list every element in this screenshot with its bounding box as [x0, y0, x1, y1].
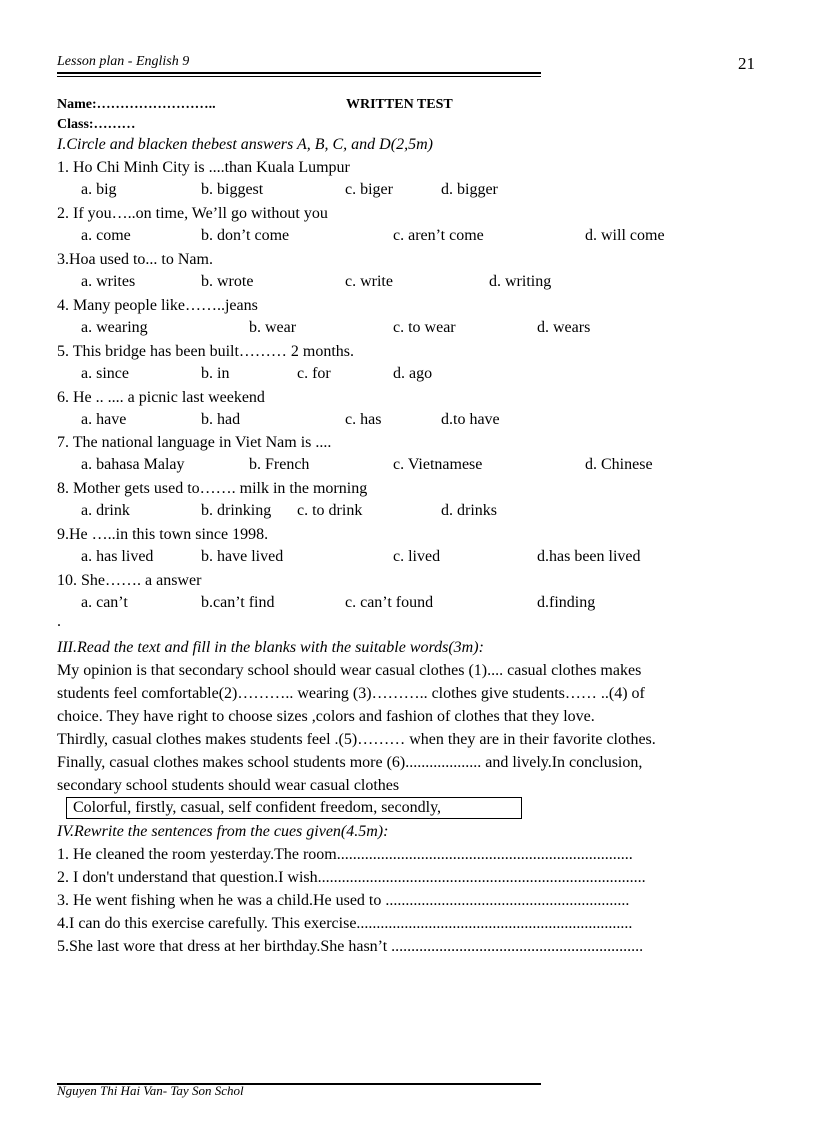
answer-option[interactable]: b. don’t come	[201, 227, 290, 244]
header-left: Lesson plan - English 9	[57, 54, 190, 69]
passage-line: My opinion is that secondary school should wear casual clothes (1).... casual clothes makes	[57, 662, 642, 679]
rewrite-item: 4.I can do this exercise carefully. This exercise.....................................................................	[57, 915, 633, 932]
answer-option[interactable]: b. wrote	[201, 273, 254, 290]
rewrite-item: 1. He cleaned the room yesterday.The room..........................................................................	[57, 846, 633, 863]
answer-option[interactable]: c. aren’t come	[393, 227, 484, 244]
section3-heading: III.Read the text and fill in the blanks with the suitable words(3m):	[57, 639, 484, 656]
answer-option[interactable]: a. drink	[81, 502, 130, 519]
answer-option[interactable]: a. has lived	[81, 548, 154, 565]
word-box: Colorful, firstly, casual, self confident freedom, secondly,	[66, 797, 522, 819]
answer-option[interactable]: c. write	[345, 273, 393, 290]
test-title: WRITTEN TEST	[346, 97, 453, 112]
question-text: 6. He .. .... a picnic last weekend	[57, 389, 265, 406]
answer-option[interactable]: d.finding	[537, 594, 596, 611]
answer-option[interactable]: b. drinking	[201, 502, 272, 519]
rewrite-item: 2. I don't understand that question.I wish..................................................................................	[57, 869, 646, 886]
answer-option[interactable]: b. wear	[249, 319, 297, 336]
question-text: 2. If you…..on time, We’ll go without you	[57, 205, 328, 222]
answer-option[interactable]: d. wears	[537, 319, 591, 336]
answer-option[interactable]: c. has	[345, 411, 382, 428]
answer-option[interactable]: d.to have	[441, 411, 500, 428]
passage-line: secondary school students should wear casual clothes	[57, 777, 400, 794]
question-text: 1. Ho Chi Minh City is ....than Kuala Lumpur	[57, 159, 350, 176]
answer-option[interactable]: a. big	[81, 181, 117, 198]
answer-option[interactable]: a. wearing	[81, 319, 148, 336]
answer-option[interactable]: c. to wear	[393, 319, 456, 336]
answer-option[interactable]: b. had	[201, 411, 241, 428]
answer-option[interactable]: a. can’t	[81, 594, 128, 611]
question-text: 9.He …..in this town since 1998.	[57, 526, 269, 543]
answer-option[interactable]: a. since	[81, 365, 129, 382]
rewrite-item: 3. He went fishing when he was a child.He used to .............................................................	[57, 892, 630, 909]
answer-option[interactable]: d. drinks	[441, 502, 497, 519]
answer-option[interactable]: c. lived	[393, 548, 441, 565]
answer-option[interactable]: c. can’t found	[345, 594, 434, 611]
class-line: Class:………	[57, 117, 136, 132]
passage-line: Thirdly, casual clothes makes students feel .(5)……… when they are in their favorite clothes.	[57, 731, 656, 748]
answer-option[interactable]: a. bahasa Malay	[81, 456, 185, 473]
section4-heading: IV.Rewrite the sentences from the cues given(4.5m):	[57, 823, 389, 840]
passage-line: students feel comfortable(2)……….. wearing (3)……….. clothes give students…… ..(4) of	[57, 685, 645, 702]
section1-heading: I.Circle and blacken thebest answers A, B, C, and D(2,5m)	[57, 136, 433, 153]
answer-option[interactable]: c. for	[297, 365, 331, 382]
answer-option[interactable]: c. biger	[345, 181, 393, 198]
answer-option[interactable]: d. will come	[585, 227, 665, 244]
answer-option[interactable]: d.has been lived	[537, 548, 641, 565]
answer-option[interactable]: b.can’t find	[201, 594, 275, 611]
passage-line: Finally, casual clothes makes school students more (6)................... and lively.In conclusion,	[57, 754, 643, 771]
answer-option[interactable]: d. bigger	[441, 181, 498, 198]
answer-option[interactable]: b. have lived	[201, 548, 284, 565]
name-line: Name:……………………..	[57, 97, 216, 112]
answer-option[interactable]: a. come	[81, 227, 131, 244]
answer-option[interactable]: b. biggest	[201, 181, 264, 198]
answer-option[interactable]: c. Vietnamese	[393, 456, 483, 473]
answer-option[interactable]: d. Chinese	[585, 456, 653, 473]
header-rule-bottom	[57, 76, 541, 77]
stray-dot: .	[57, 613, 61, 630]
answer-option[interactable]: d. writing	[489, 273, 552, 290]
question-text: 5. This bridge has been built……… 2 months.	[57, 343, 355, 360]
question-text: 7. The national language in Viet Nam is ....	[57, 434, 332, 451]
answer-option[interactable]: c. to drink	[297, 502, 363, 519]
rewrite-item: 5.She last wore that dress at her birthday.She hasn’t ...............................................................	[57, 938, 644, 955]
question-text: 4. Many people like……..jeans	[57, 297, 258, 314]
question-text: 3.Hoa used to... to Nam.	[57, 251, 213, 268]
answer-option[interactable]: d. ago	[393, 365, 433, 382]
answer-option[interactable]: a. have	[81, 411, 127, 428]
passage-line: choice. They have right to choose sizes ,colors and fashion of clothes that they love.	[57, 708, 595, 725]
question-text: 10. She……. a answer	[57, 572, 202, 589]
answer-option[interactable]: a. writes	[81, 273, 136, 290]
page-number: 21	[738, 54, 755, 73]
question-text: 8. Mother gets used to……. milk in the morning	[57, 480, 368, 497]
footer-text: Nguyen Thi Hai Van- Tay Son Schol	[57, 1083, 244, 1098]
answer-option[interactable]: b. French	[249, 456, 310, 473]
header-rule-top	[57, 72, 541, 74]
answer-option[interactable]: b. in	[201, 365, 230, 382]
